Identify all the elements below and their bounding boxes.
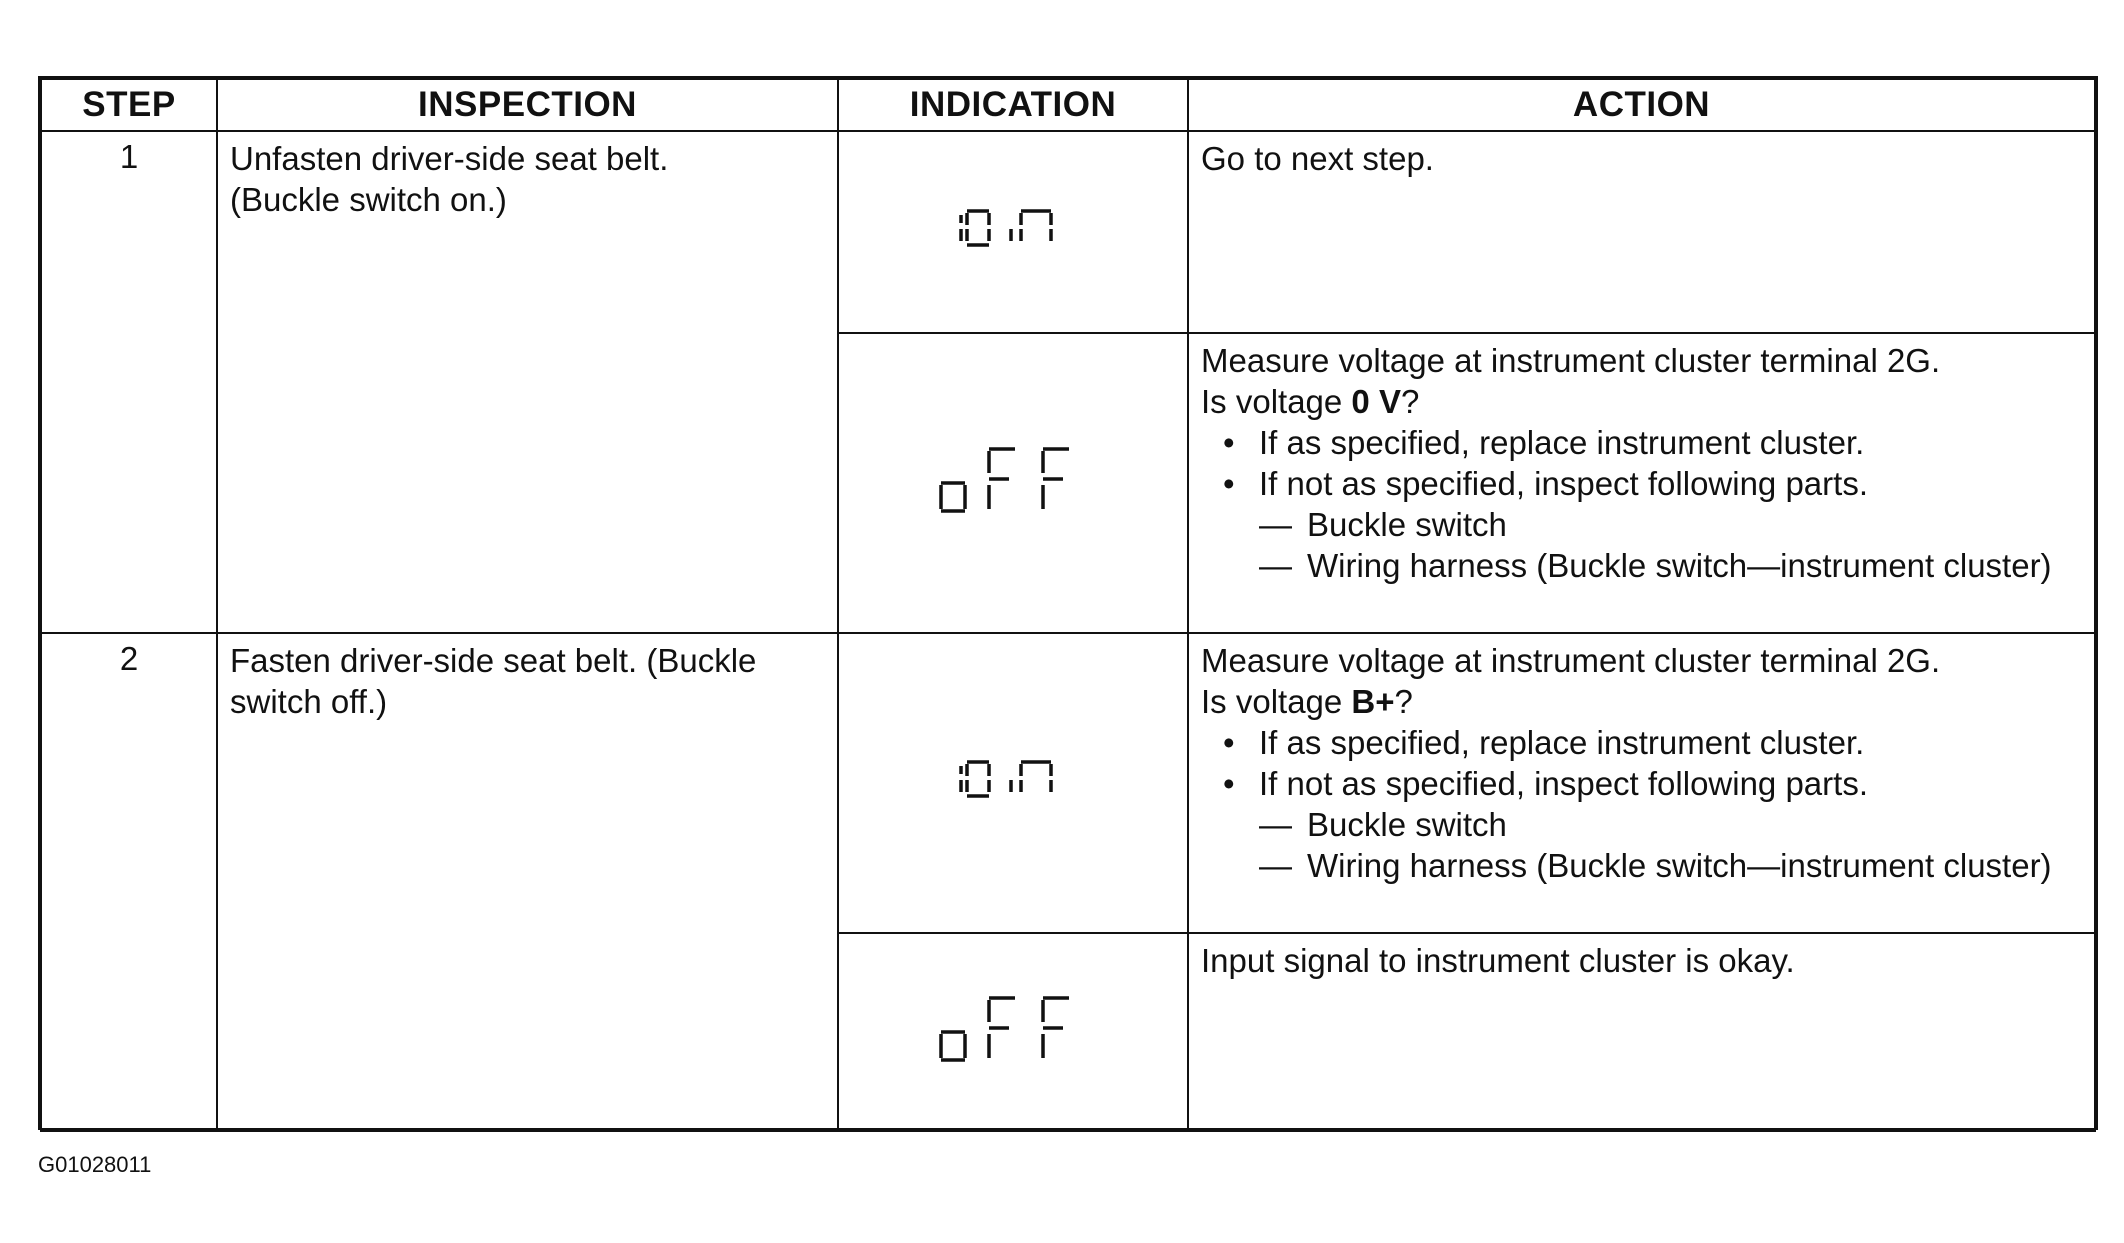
inspection-table	[40, 78, 2096, 1132]
action-question	[1201, 681, 2082, 722]
question-prefix: Is voltage	[1201, 683, 1352, 720]
action-cell	[1188, 333, 2095, 633]
action-text: Measure voltage at instrument cluster terminal 2G.	[1201, 642, 1941, 679]
lcd-indication-on	[953, 203, 1073, 253]
action-bullets	[1201, 422, 2082, 586]
indication-cell	[838, 333, 1188, 633]
action-text: Measure voltage at instrument cluster terminal 2G.	[1201, 342, 1941, 379]
action-bullets	[1201, 722, 2082, 886]
action-question	[1201, 381, 2082, 422]
inspection-cell	[217, 633, 838, 1131]
inspection-text: (Buckle switch on.)	[230, 181, 507, 218]
diagnostic-table	[38, 76, 2098, 1130]
action-text: Input signal to instrument cluster is okay.	[1201, 942, 1795, 979]
sub-list	[1259, 504, 2082, 586]
dash: —	[1259, 806, 1292, 843]
question-prefix: Is voltage	[1201, 383, 1352, 420]
dash: —	[1259, 547, 1292, 584]
inspection-cell	[217, 131, 838, 633]
sub-item-text: Buckle switch	[1307, 506, 1507, 543]
sub-item-text: Wiring harness (Buckle switch—instrument cluster)	[1307, 547, 2052, 584]
lcd-off-icon	[933, 439, 1093, 519]
header-row	[41, 79, 2095, 131]
lcd-off-icon	[933, 988, 1093, 1068]
list-item	[1259, 845, 2082, 886]
inspection-text: Fasten driver-side seat belt. (Buckle switch off.)	[230, 642, 757, 720]
sub-item-text: Wiring harness (Buckle switch—instrument cluster)	[1307, 847, 2052, 884]
step-number: 1	[41, 131, 217, 633]
action-text: Go to next step.	[1201, 140, 1434, 177]
action-cell	[1188, 633, 2095, 933]
list-item	[1259, 504, 2082, 545]
lcd-on-icon	[953, 754, 1073, 804]
list-item: • If as specified, replace instrument cluster.	[1259, 422, 2082, 463]
header-step: STEP	[41, 79, 217, 131]
step-number: 2	[41, 633, 217, 1131]
list-item	[1259, 545, 2082, 586]
question-suffix: ?	[1394, 683, 1413, 720]
dash: —	[1259, 506, 1292, 543]
header-indication: INDICATION	[838, 79, 1188, 131]
indication-cell	[838, 131, 1188, 333]
action-cell	[1188, 933, 2095, 1131]
list-item	[1259, 804, 2082, 845]
lcd-indication-off	[933, 439, 1093, 519]
action-cell	[1188, 131, 2095, 333]
lcd-on-icon	[953, 203, 1073, 253]
table-row	[41, 633, 2095, 933]
indication-cell	[838, 633, 1188, 933]
bullet-text: If not as specified, inspect following parts.	[1259, 765, 1868, 802]
list-item: • If as specified, replace instrument cluster.	[1259, 722, 2082, 763]
indication-cell	[838, 933, 1188, 1131]
figure-id: G01028011	[38, 1152, 152, 1177]
sub-list	[1259, 804, 2082, 886]
sub-item-text: Buckle switch	[1307, 806, 1507, 843]
lcd-indication-off	[933, 988, 1093, 1068]
lcd-indication-on	[953, 754, 1073, 804]
list-item	[1259, 463, 2082, 586]
dash: —	[1259, 847, 1292, 884]
question-value: 0 V	[1351, 383, 1401, 420]
header-action: ACTION	[1188, 79, 2095, 131]
header-inspection: INSPECTION	[217, 79, 838, 131]
question-suffix: ?	[1400, 383, 1420, 420]
question-value: B+	[1351, 683, 1395, 720]
list-item	[1259, 763, 2082, 886]
table-row	[41, 131, 2095, 333]
bullet-text: If not as specified, inspect following parts.	[1259, 465, 1868, 502]
inspection-text: Unfasten driver-side seat belt.	[230, 140, 669, 177]
